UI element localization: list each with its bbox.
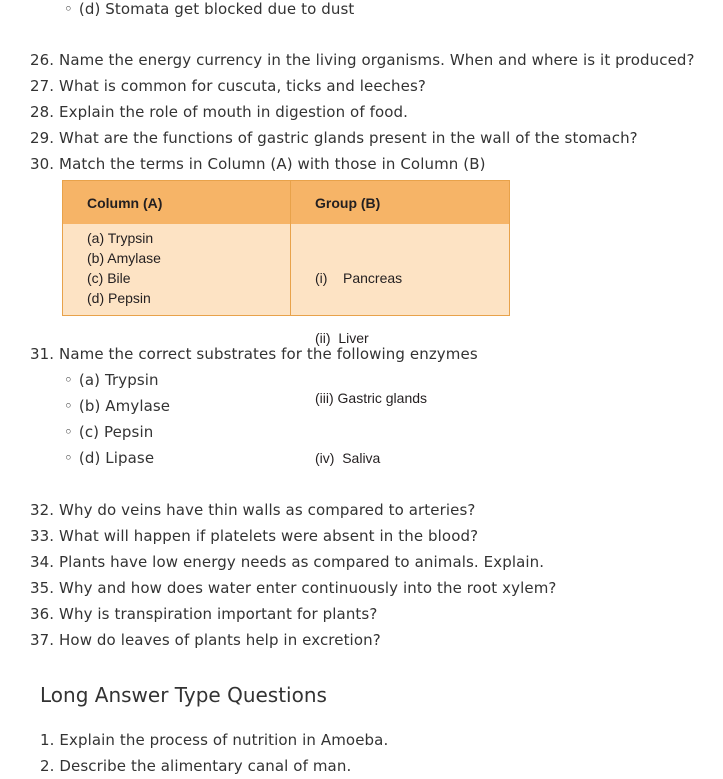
- table-cell: (b) Amylase: [87, 250, 161, 266]
- table-cell: (iii) Gastric glands: [315, 390, 428, 406]
- question-28: [30, 103, 408, 121]
- question-number: 1.: [40, 731, 55, 749]
- option-text: (d) Stomata get blocked due to dust: [78, 0, 355, 18]
- question-number: 31.: [30, 345, 55, 363]
- question-text: Explain the role of mouth in digestion of food.: [59, 103, 408, 121]
- question-text: Describe the alimentary canal of man.: [59, 757, 352, 775]
- question-text: What will happen if platelets were absent in the blood?: [59, 527, 479, 545]
- question-number: 36.: [30, 605, 55, 623]
- question-text: What are the functions of gastric glands present in the wall of the stomach?: [59, 129, 638, 147]
- option-text: (c) Pepsin: [78, 423, 154, 441]
- circle-bullet-icon: ◦: [64, 0, 73, 18]
- question-37: [30, 631, 381, 649]
- circle-bullet-icon: ◦: [64, 397, 73, 415]
- question-number: 27.: [30, 77, 55, 95]
- question-text: Plants have low energy needs as compared to animals. Explain.: [59, 553, 545, 571]
- question-number: 35.: [30, 579, 55, 597]
- question-33: [30, 527, 478, 545]
- question-26: [30, 51, 695, 69]
- list-item: [64, 0, 354, 18]
- question-27: [30, 77, 426, 95]
- question-number: 29.: [30, 129, 55, 147]
- question-text: Match the terms in Column (A) with those in Column (B): [59, 155, 486, 173]
- list-item: [64, 423, 153, 441]
- question-35: [30, 579, 556, 597]
- column-divider: [290, 181, 291, 315]
- question-34: [30, 553, 544, 571]
- question-36: [30, 605, 377, 623]
- table-cell: (i) Pancreas: [315, 270, 403, 286]
- question-31: [30, 345, 478, 363]
- question-text: Why is transpiration important for plants?: [59, 605, 378, 623]
- option-text: (a) Trypsin: [78, 371, 159, 389]
- list-item: [64, 371, 159, 389]
- question-number: 26.: [30, 51, 55, 69]
- question-text: Why and how does water enter continuously into the root xylem?: [59, 579, 557, 597]
- question-text: Name the correct substrates for the following enzymes: [59, 345, 478, 363]
- question-number: 33.: [30, 527, 55, 545]
- table-cell: (d) Pepsin: [87, 290, 151, 306]
- question-30: [30, 155, 486, 173]
- long-question-1: [40, 731, 388, 749]
- question-29: [30, 129, 638, 147]
- circle-bullet-icon: ◦: [64, 449, 73, 467]
- column-b-header: Group (B): [315, 195, 381, 211]
- circle-bullet-icon: ◦: [64, 371, 73, 389]
- column-a-cells: [87, 228, 161, 308]
- question-text: Explain the process of nutrition in Amoeba.: [59, 731, 389, 749]
- question-number: 32.: [30, 501, 55, 519]
- question-number: 37.: [30, 631, 55, 649]
- question-text: Name the energy currency in the living organisms. When and where is it produced?: [59, 51, 695, 69]
- column-a-header: Column (A): [87, 195, 163, 211]
- option-text: (b) Amylase: [78, 397, 171, 415]
- question-text: Why do veins have thin walls as compared to arteries?: [59, 501, 476, 519]
- question-text: What is common for cuscuta, ticks and leeches?: [59, 77, 426, 95]
- question-number: 2.: [40, 757, 55, 775]
- table-cell: (a) Trypsin: [87, 230, 154, 246]
- question-32: [30, 501, 475, 519]
- question-number: 28.: [30, 103, 55, 121]
- question-number: 30.: [30, 155, 55, 173]
- list-item: [64, 397, 170, 415]
- list-item: [64, 449, 154, 467]
- table-cell: (c) Bile: [87, 270, 131, 286]
- table-cell: (iv) Saliva: [315, 450, 381, 466]
- column-b-cells: [315, 228, 427, 508]
- question-text: How do leaves of plants help in excretion?: [59, 631, 381, 649]
- question-number: 34.: [30, 553, 55, 571]
- circle-bullet-icon: ◦: [64, 423, 73, 441]
- section-heading: Long Answer Type Questions: [40, 683, 327, 707]
- long-question-2: [40, 757, 351, 775]
- option-text: (d) Lipase: [78, 449, 155, 467]
- table-cell: (ii) Liver: [315, 330, 369, 346]
